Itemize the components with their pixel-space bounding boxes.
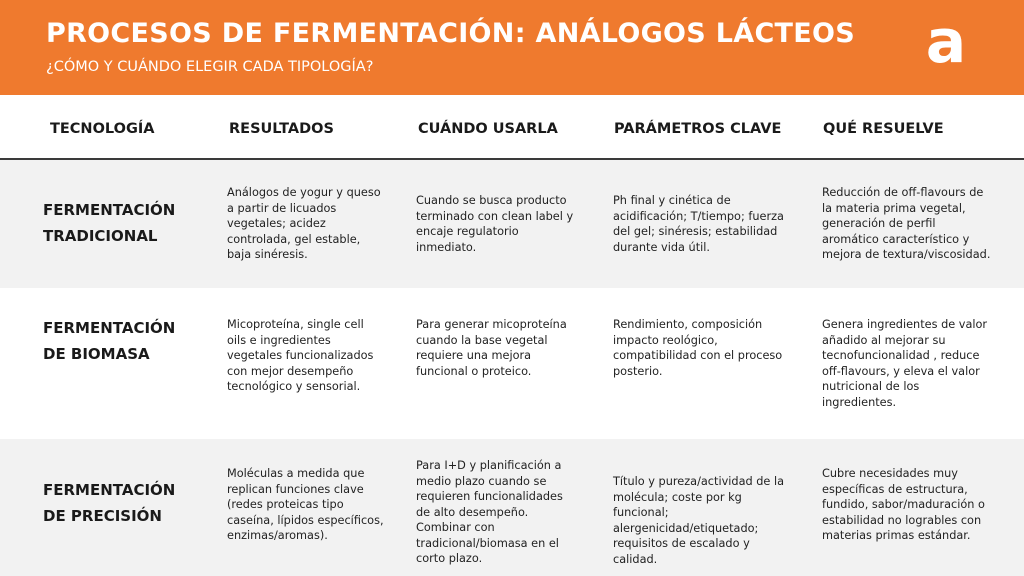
cell-cuando-usarla: Para generar micoproteína cuando la base vegetal requiere una mejora funcional o proteico. (416, 318, 567, 378)
tech-label-line-1: FERMENTACIÓN (43, 201, 176, 219)
tech-label-line-1: FERMENTACIÓN (43, 481, 176, 499)
cell-parametros-clave: Título y pureza/actividad de la molécula; coste por kg funcional; alergenicidad/etiquetado; requisitos de escalado y calidad. (613, 475, 785, 566)
cell-parametros-clave: Rendimiento, composición impacto reológico, compatibilidad con el proceso posterio. (613, 318, 783, 378)
header-banner (0, 0, 1024, 95)
page-title: PROCESOS DE FERMENTACIÓN: ANÁLOGOS LÁCTEOS (46, 18, 856, 49)
page-subtitle: ¿CÓMO Y CUÁNDO ELEGIR CADA TIPOLOGÍA? (46, 59, 374, 75)
table-header (0, 95, 1024, 159)
column-header-resultados: RESULTADOS (229, 121, 334, 137)
tech-label-line-2: DE BIOMASA (43, 345, 150, 363)
column-header-parametros-clave: PARÁMETROS CLAVE (614, 121, 782, 137)
cell-resultados: Análogos de yogur y queso a partir de licuados vegetales; acidez controlada, gel estable, baja sinéresis. (227, 186, 381, 261)
cell-resultados: Moléculas a medida que replican funciones clave (redes proteicas tipo caseína, lípidos específicos, enzimas/aromas). (227, 467, 384, 542)
tech-label-line-1: FERMENTACIÓN (43, 319, 176, 337)
tech-label-line-2: DE PRECISIÓN (43, 507, 162, 525)
cell-que-resuelve: Cubre necesidades muy específicas de estructura, fundido, sabor/maduración o estabilidad no logrables con materias primas estándar. (822, 467, 985, 542)
column-header-cuando-usarla: CUÁNDO USARLA (418, 121, 558, 137)
cell-resultados: Micoproteína, single cell oils e ingredientes vegetales funcionalizados con mejor desempeño tecnológico y sensorial. (227, 318, 374, 393)
cell-cuando-usarla: Cuando se busca producto terminado con clean label y encaje regulatorio inmediato. (416, 194, 574, 254)
column-header-tecnologia: TECNOLOGÍA (50, 121, 155, 137)
table-row-tradicional (0, 160, 1024, 288)
brand-logo: a (925, 7, 967, 77)
column-header-que-resuelve: QUÉ RESUELVE (823, 121, 944, 137)
table-row-biomasa (0, 288, 1024, 439)
cell-parametros-clave: Ph final y cinética de acidificación; T/tiempo; fuerza del gel; sinéresis; estabilidad durante vida útil. (613, 194, 784, 254)
cell-que-resuelve: Reducción de off-flavours de la materia prima vegetal, generación de perfil aromático característico y mejora de textura/viscosidad. (822, 186, 991, 261)
row-technology-label (43, 197, 213, 249)
row-technology-label (43, 315, 213, 367)
cell-cuando-usarla: Para I+D y planificación a medio plazo cuando se requieren funcionalidades de alto desempeño. Combinar con tradicional/biomasa en el corto plazo. (416, 459, 563, 565)
cell-que-resuelve: Genera ingredientes de valor añadido al mejorar su tecnofuncionalidad , reduce off-flavours, y eleva el valor nutricional de los ingredientes. (822, 318, 988, 409)
tech-label-line-2: TRADICIONAL (43, 227, 158, 245)
row-technology-label (43, 477, 213, 529)
table-row-precision (0, 439, 1024, 576)
